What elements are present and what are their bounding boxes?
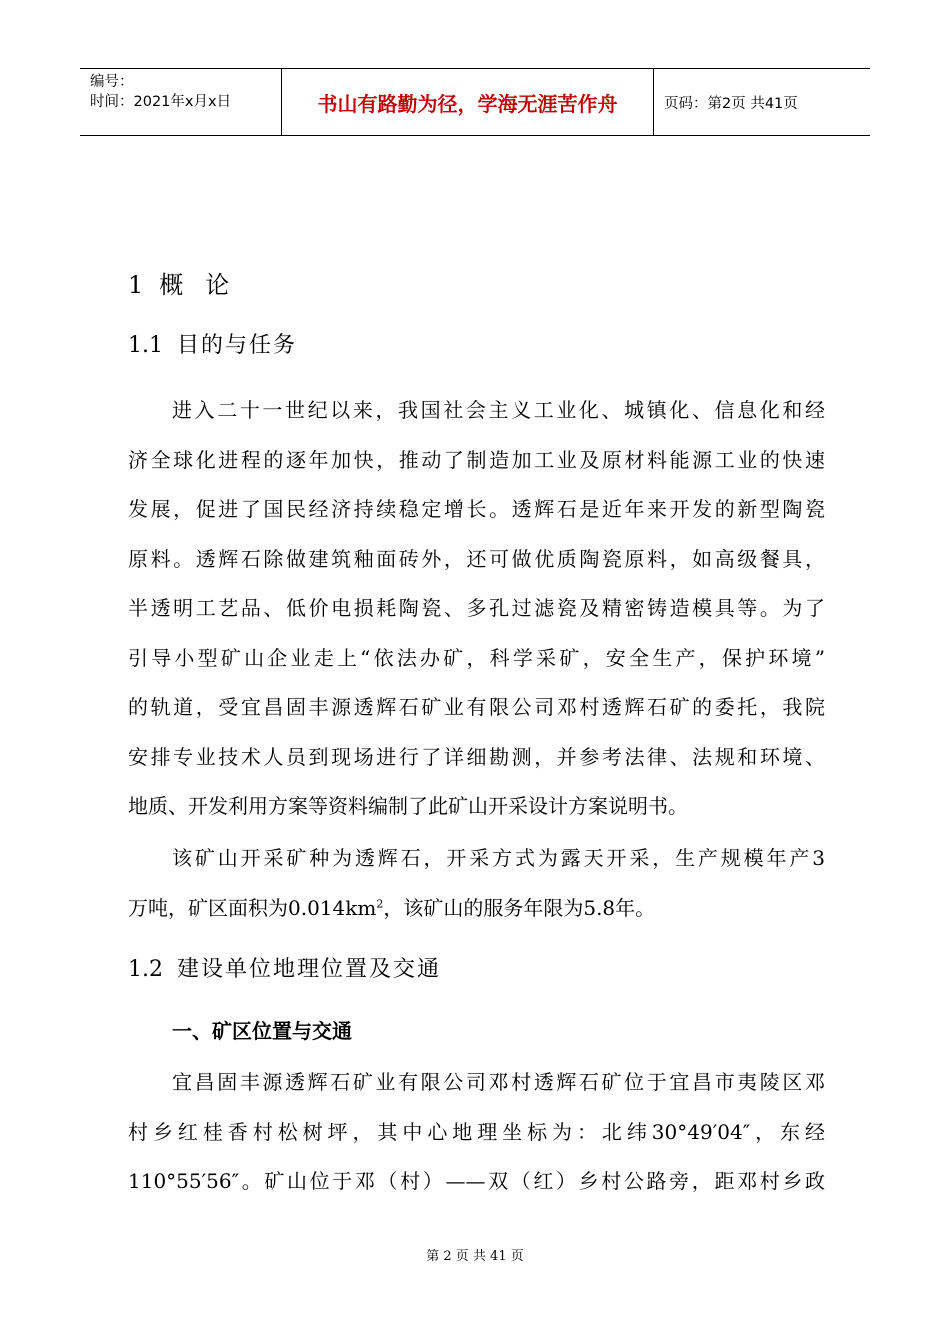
header-page-label: 页码：第2页 共41页 — [664, 95, 798, 112]
section-1-2-heading — [128, 954, 441, 986]
paragraph-line: 110°55′56″。矿山位于邓（村）——双（红）乡村公路旁，距邓村乡政 — [128, 1169, 825, 1193]
paragraph-line — [128, 884, 825, 934]
section-1-1-heading — [128, 330, 297, 362]
area-text: 万吨，矿区面积为0.014km — [128, 895, 377, 920]
paragraph-line: 半透明工艺品、低价电损耗陶瓷、多孔过滤瓷及精密铸造模具等。为了 — [128, 596, 825, 620]
paragraph-mining-summary — [128, 834, 825, 933]
area-superscript: 2 — [376, 896, 384, 910]
document-date-label: 时间：2021年x月x日 — [90, 94, 232, 110]
document-number-label: 编号： — [90, 74, 134, 90]
section-1-1-title: 目的与任务 — [177, 333, 298, 358]
section-1-1-number: 1.1 — [128, 333, 163, 358]
paragraph-line: 安排专业技术人员到现场进行了详细勘测，并参考法律、法规和环境、 — [128, 744, 825, 769]
section-1-title: 概论 — [159, 271, 252, 299]
paragraph-line: 原料。透辉石除做建筑釉面砖外，还可做优质陶瓷原料，如高级餐具， — [128, 546, 825, 571]
header-info-cell — [80, 69, 282, 135]
subsection-location-heading: 一、矿区位置与交通 — [172, 1019, 352, 1043]
paragraph-line: 发展，促进了国民经济持续稳定增长。透辉石是近年来开发的新型陶瓷 — [128, 497, 825, 521]
section-1-number: 1 — [128, 271, 144, 299]
paragraph-line: 进入二十一世纪以来，我国社会主义工业化、城镇化、信息化和经 — [172, 398, 825, 422]
section-1-2-number: 1.2 — [128, 957, 163, 982]
section-1-2-title: 建设单位地理位置及交通 — [177, 957, 442, 982]
service-life-text: ，该矿山的服务年限为5.8年。 — [383, 895, 656, 920]
header-motto: 书山有路勤为径，学海无涯苦作舟 — [282, 69, 654, 135]
paragraph-line: 济全球化进程的逐年加快，推动了制造加工业及原材料能源工业的快速 — [128, 447, 825, 472]
section-1-heading — [128, 268, 251, 302]
paragraph-location — [128, 1058, 825, 1207]
paragraph-line: 引导小型矿山企业走上“依法办矿，科学采矿，安全生产，保护环境” — [128, 645, 825, 670]
paragraph-purpose — [128, 386, 825, 832]
paragraph-line: 地质、开发利用方案等资料编制了此矿山开采设计方案说明书。 — [128, 794, 688, 818]
paragraph-line: 村乡红桂香村松树坪，其中心地理坐标为：北纬30°49′04″，东经 — [128, 1119, 825, 1144]
page-footer: 第 2 页 共 41 页 — [426, 1249, 524, 1264]
paragraph-line: 的轨道，受宜昌固丰源透辉石矿业有限公司邓村透辉石矿的委托，我院 — [128, 695, 825, 719]
page-header — [80, 68, 870, 136]
paragraph-line: 宜昌固丰源透辉石矿业有限公司邓村透辉石矿位于宜昌市夷陵区邓 — [172, 1070, 825, 1094]
paragraph-line: 该矿山开采矿种为透辉石，开采方式为露天开采，生产规模年产3 — [172, 846, 825, 870]
